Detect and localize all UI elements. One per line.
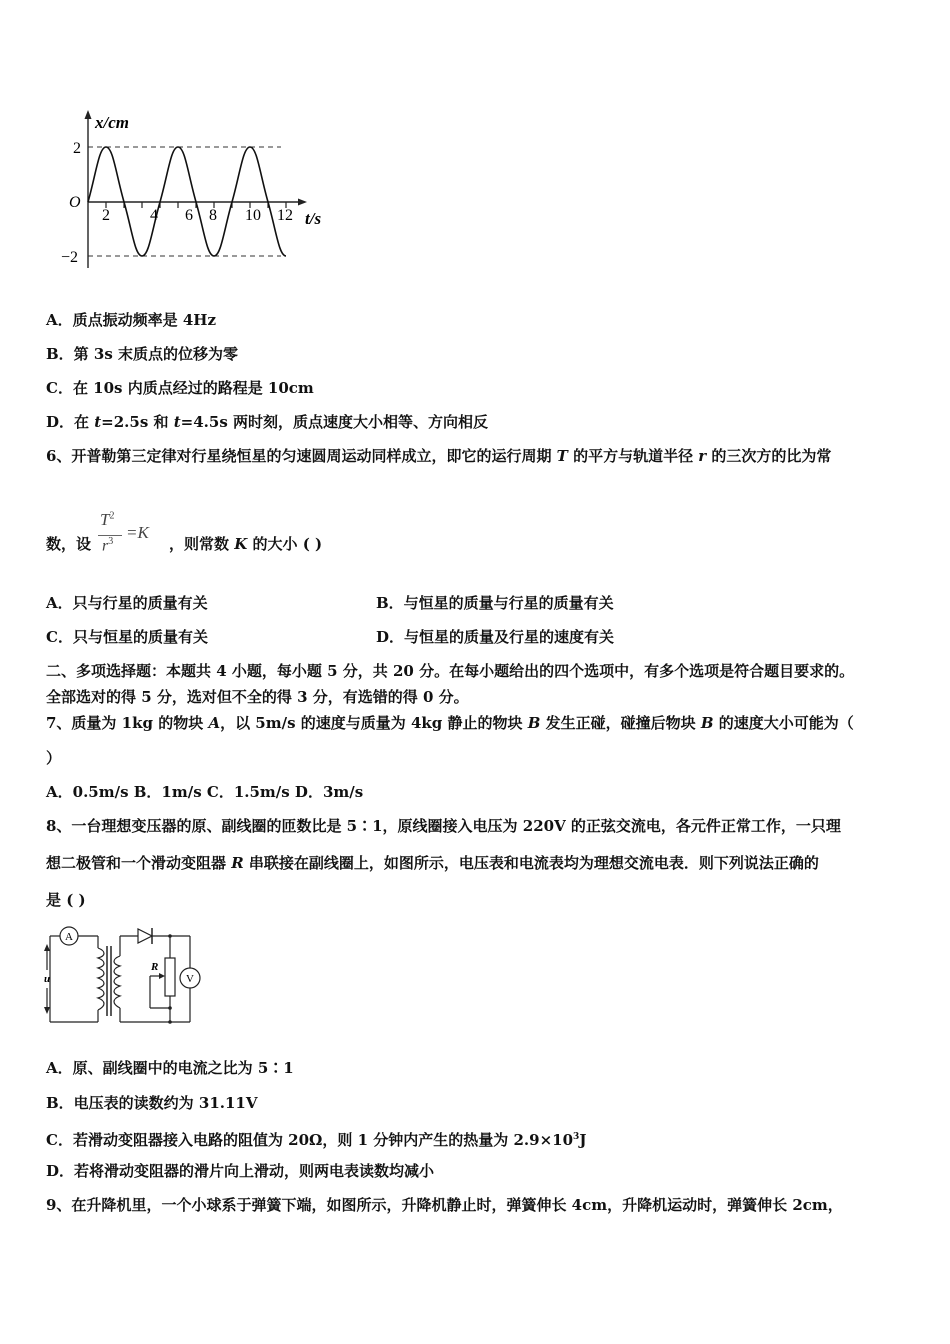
ammeter-label: A <box>65 931 73 943</box>
q8-option-c: C．若滑动变阻器接入电路的阻值为 20Ω，则 1 分钟内产生的热量为 $2.9\times 10^3J$ <box>46 1131 587 1149</box>
transformer-circuit <box>40 918 210 1028</box>
voltage-label: u <box>44 973 51 985</box>
q8-option-a: A．原、副线圈中的电流之比为 5∶1 <box>46 1059 294 1077</box>
q8-option-d: D．若将滑动变阻器的滑片向上滑动，则两电表读数均减小 <box>46 1162 435 1180</box>
voltmeter-label: V <box>186 973 194 985</box>
x-tick-label: 10 <box>245 207 261 224</box>
q8-option-b: B．电压表的读数约为 31.11V <box>46 1094 258 1112</box>
x-tick-label: 12 <box>277 207 293 224</box>
q6-options-row2: C．只与恒星的质量有关 <box>46 628 208 646</box>
oscillation-graph <box>55 108 355 278</box>
q6-stem-line1: 6、开普勒第三定律对行星绕恒星的匀速圆周运动同样成立，即它的运行周期 T 的平方与轨道半径 r 的三次方的比为常 <box>46 447 832 465</box>
q6-stem-line2: 数，设 ，则常数 K 的大小 ( ) <box>46 535 323 553</box>
axis-x-label: t/s <box>305 209 322 228</box>
section2-line2: 全部选对的得 5 分，选对但不全的得 3 分，有选错的得 0 分。 <box>46 688 469 706</box>
q8-stem-line2: 想二极管和一个滑动变阻器 R 串联接在副线圈上，如图所示，电压表和电流表均为理想交流电表．则下列说法正确的 <box>46 854 819 872</box>
q7-options: A．0.5m/s B．1m/s C．1.5m/s D．3m/s <box>46 783 364 801</box>
y-neg-label: −2 <box>61 249 79 266</box>
axis-y-label: x/cm <box>95 113 129 132</box>
q8-stem-line1: 8、一台理想变压器的原、副线圈的匝数比是 5∶1，原线圈接入电压为 220V 的正弦交流电，各元件正常工作，一只理 <box>46 817 841 835</box>
q9-stem-line1: 9、在升降机里，一个小球系于弹簧下端，如图所示，升降机静止时，弹簧伸长 4cm，升降机运动时，弹簧伸长 2cm， <box>46 1196 843 1214</box>
x-tick-label: 8 <box>209 207 217 224</box>
x-tick-label: 2 <box>102 207 110 224</box>
q5-option-b: B．第 3s 末质点的位移为零 <box>46 345 239 363</box>
q6-options-row1: A．只与行星的质量有关 <box>46 594 208 612</box>
q5-option-c: C．在 10s 内质点经过的路程是 10cm <box>46 379 314 397</box>
q5-option-a: A．质点振动频率是 4Hz <box>46 311 216 329</box>
kepler-formula: $T^2$ $r^3$ =K <box>100 510 149 555</box>
section2-line1: 二、多项选择题：本题共 4 小题，每小题 5 分，共 20 分。在每小题给出的四个选项中，有多个选项是符合题目要求的。 <box>46 662 855 680</box>
resistor-label: R <box>151 961 159 973</box>
q7-stem-line1: 7、质量为 1kg 的物块 A，以 5m/s 的速度与质量为 4kg 静止的物块 B 发生正碰，碰撞后物块 B 的速度大小可能为（ <box>46 714 854 732</box>
q5-option-d: D．在 t=2.5s 和 t=4.5s 两时刻，质点速度大小相等、方向相反 <box>46 413 489 431</box>
x-tick-label: 6 <box>185 207 193 224</box>
q6-option-b: B．与恒星的质量与行星的质量有关 <box>376 594 614 612</box>
q6-option-d: D．与恒星的质量及行星的速度有关 <box>376 628 615 646</box>
origin-label: O <box>69 194 81 211</box>
x-tick-label: 4 <box>150 207 158 224</box>
q7-stem-line2: ） <box>46 749 62 767</box>
y-pos-label: 2 <box>73 140 81 157</box>
q8-stem-line3: 是 ( ) <box>46 891 86 909</box>
